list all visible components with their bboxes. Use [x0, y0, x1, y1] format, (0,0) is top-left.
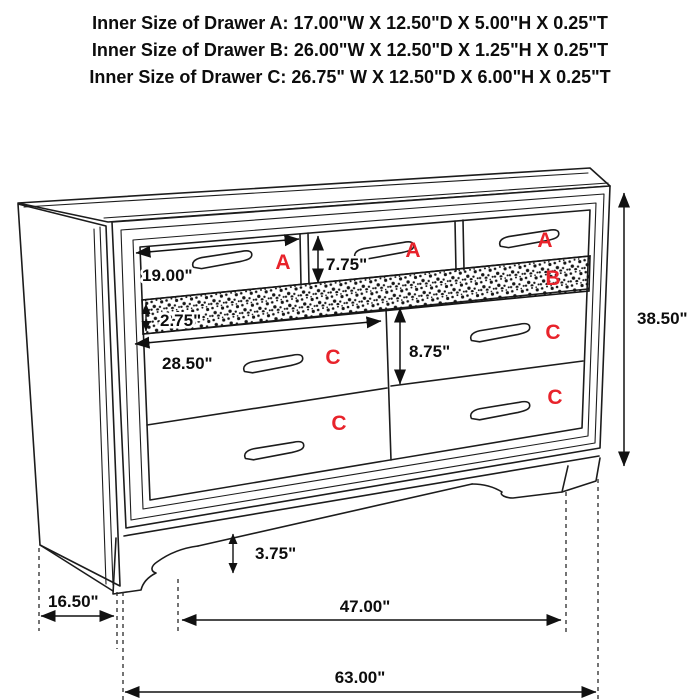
mullion-a2-a3-left: [455, 221, 456, 271]
header-line-drawer-a: Inner Size of Drawer A: 17.00"W X 12.50"D X 5.00"H X 0.25"T: [92, 13, 608, 33]
front-right-foot: [472, 466, 568, 498]
drawer-a1-label: A: [275, 251, 291, 274]
dimension-drawer-a-width-label: 19.00": [142, 266, 193, 285]
header-line-drawer-c: Inner Size of Drawer C: 26.75" W X 12.50"D X 6.00"H X 0.25"T: [89, 67, 611, 87]
dimension-overall-height: [624, 193, 688, 466]
dimension-overall-width: [125, 668, 596, 692]
side-panel-face: [18, 204, 120, 586]
drawer-a3-label: A: [537, 229, 553, 252]
dimension-leg-height-label: 3.75": [255, 544, 297, 563]
front-left-foot: [113, 538, 198, 594]
drawer-c-bottom-left-label: C: [331, 412, 347, 435]
drawer-c-top-left-label: C: [325, 346, 341, 369]
drawer-a2-label: A: [405, 239, 421, 262]
dimension-depth-label: 16.50": [48, 592, 99, 611]
drawer-b-label: B: [545, 267, 561, 290]
dimension-leg-span-label: 47.00": [339, 597, 391, 616]
dimension-overall-height-label: 38.50": [637, 309, 688, 328]
dimension-depth: [41, 592, 114, 616]
extension-lines: [39, 479, 598, 700]
drawer-c-bottom-right-label: C: [547, 386, 563, 409]
dimension-drawer-c-height-label: 8.75": [409, 342, 451, 361]
mullion-a1-a2-left: [300, 234, 301, 285]
dimension-drawer-a-height-label: 7.75": [326, 255, 368, 274]
dimension-drawer-c-width-label: 28.50": [162, 354, 213, 373]
header-line-drawer-b: Inner Size of Drawer B: 26.00"W X 12.50"D X 1.25"H X 0.25"T: [91, 40, 609, 60]
dimension-leg-height: [233, 534, 296, 573]
dresser-side-panel: [18, 204, 120, 591]
mullion-a2-a3-right: [463, 220, 464, 270]
dimension-leg-span: [182, 597, 561, 620]
drawer-c-top-right-label: C: [545, 321, 561, 344]
right-foot-side-facet: [562, 458, 600, 492]
dimension-drawer-b-height-label: 2.75": [160, 311, 202, 330]
dimension-overall-width-label: 63.00": [334, 668, 386, 687]
mullion-a1-a2-right: [308, 233, 309, 284]
